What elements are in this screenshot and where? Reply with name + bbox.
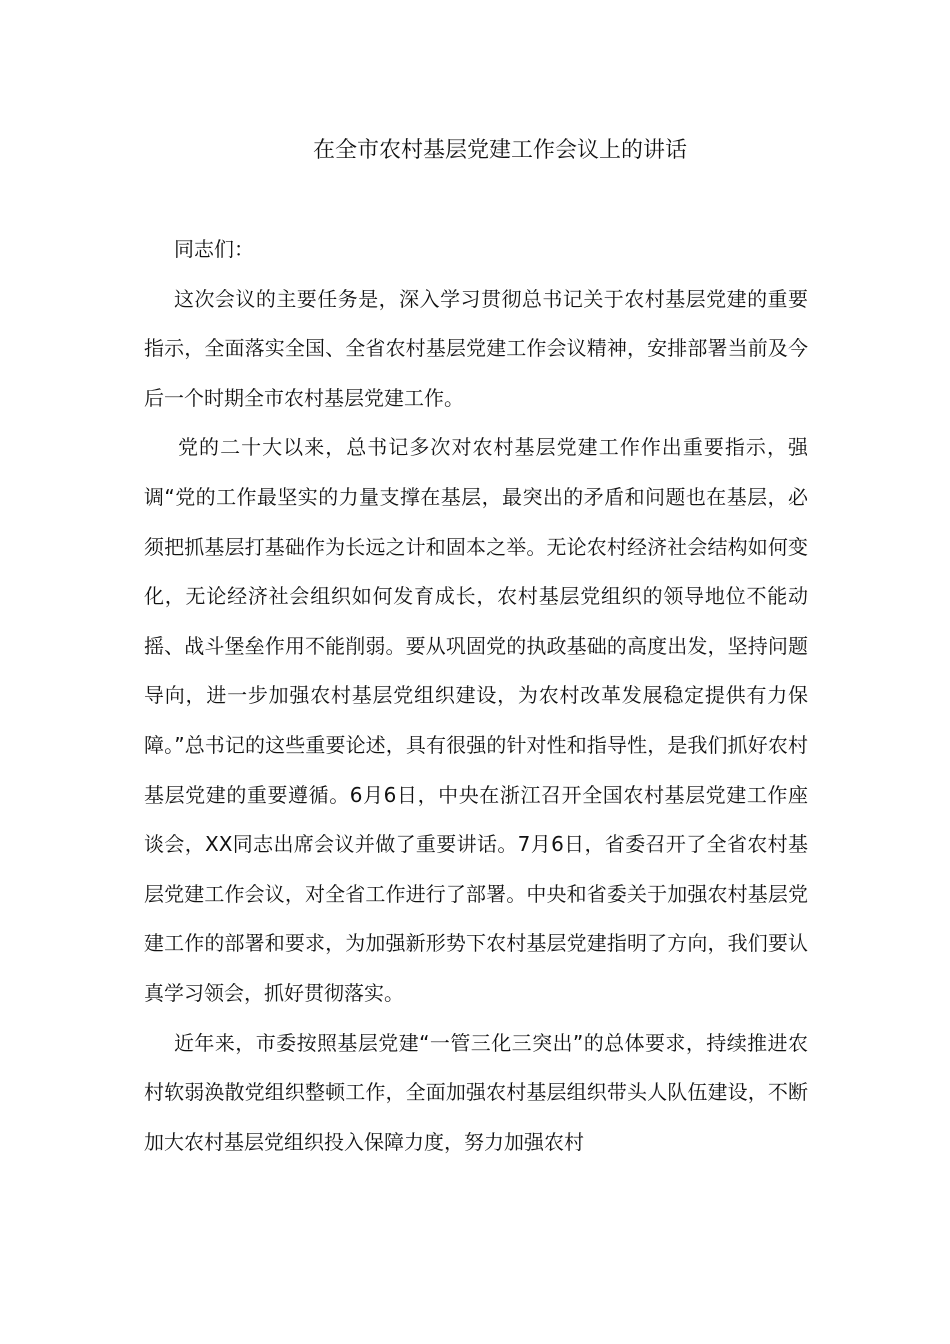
speech-body bbox=[144, 225, 808, 1167]
paragraph-recent-work: 近年来，市委按照基层党建“一管三化三突出”的总体要求，持续推进农村软弱涣散党组织整顿工作，全面加强农村基层组织带头人队伍建设，不断加大农村基层党组织投入保障力度，努力加强农村 bbox=[144, 1030, 808, 1154]
page-title: 在全市农村基层党建工作会议上的讲话 bbox=[312, 138, 687, 163]
greeting: 同志们： bbox=[174, 237, 254, 261]
paragraph-central-instructions: 党的二十大以来，总书记多次对农村基层党建工作作出重要指示，强调“党的工作最坚实的力量支撑在基层，最突出的矛盾和问题也在基层，必须把抓基层打基础作为长远之计和固本之举。无论农村经济社会结构如何变化，无论经济社会组织如何发育成长，农村基层党组织的领导地位不能动摇、战斗堡垒作用不能削弱。要从巩固党的执政基础的高度出发，坚持问题导向，进一步加强农村基层党组织建设，为农村改革发展稳定提供有力保障。”总书记的这些重要论述，具有很强的针对性和指导性，是我们抓好农村基层党建的重要遵循。6月6日，中央在浙江召开全国农村基层党建工作座谈会，XX同志出席会议并做了重要讲话。7月6日，省委召开了全省农村基层党建工作会议，对全省工作进行了部署。中央和省委关于加强农村基层党建工作的部署和要求，为加强新形势下农村基层党建指明了方向，我们要认真学习领会，抓好贯彻落实。 bbox=[144, 435, 808, 1005]
paragraph-meeting-tasks: 这次会议的主要任务是，深入学习贯彻总书记关于农村基层党建的重要指示，全面落实全国、全省农村基层党建工作会议精神，安排部署当前及今后一个时期全市农村基层党建工作。 bbox=[144, 286, 808, 410]
